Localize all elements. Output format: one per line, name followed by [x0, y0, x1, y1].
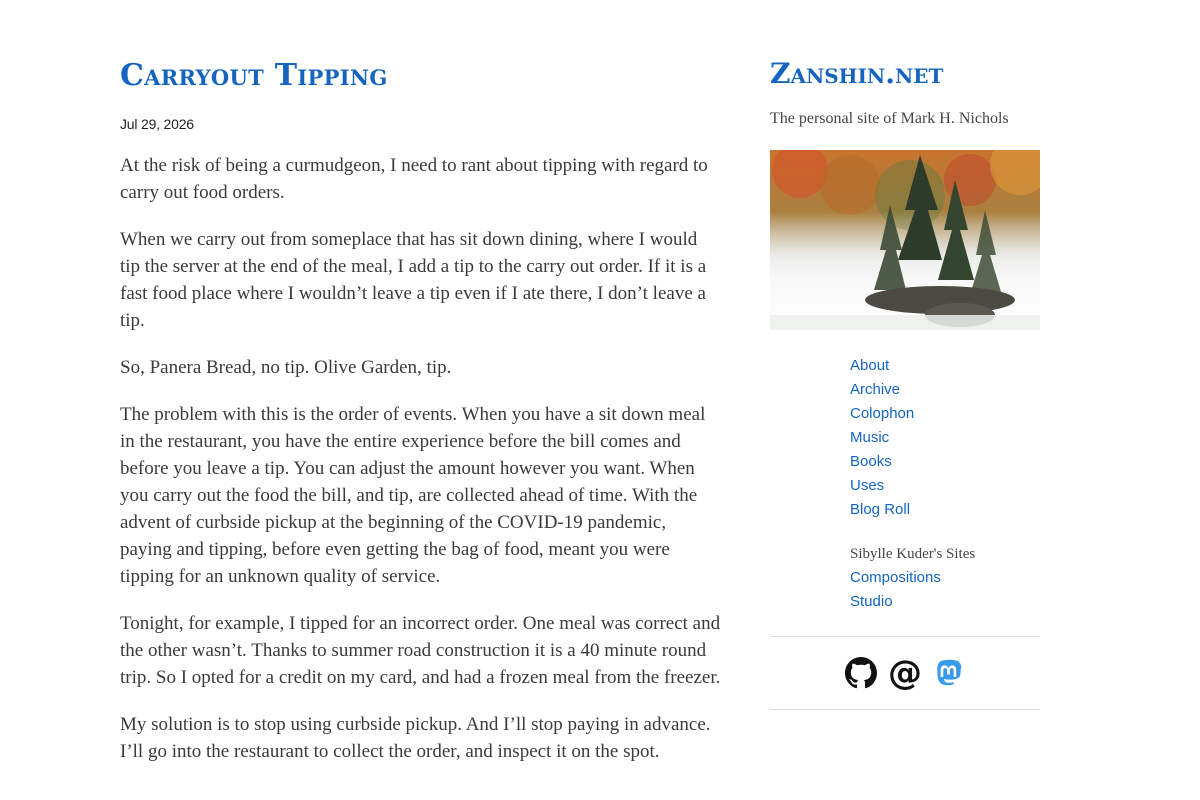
nav-link-blog-roll[interactable]: Blog Roll — [850, 501, 911, 518]
site-title-link[interactable]: Zanshin.net — [770, 57, 944, 90]
nav-link-music[interactable]: Music — [850, 429, 890, 446]
nav-link-books[interactable]: Books — [850, 453, 892, 470]
sidebar — [770, 56, 1040, 710]
social-links — [770, 636, 1040, 710]
site-tagline: The personal site of Mark H. Nichols — [770, 110, 1009, 127]
nav-link-archive[interactable]: Archive — [850, 381, 901, 398]
nav-link-studio[interactable]: Studio — [850, 593, 893, 610]
sub-nav-heading: Sibylle Kuder's Sites — [850, 546, 976, 562]
nav-link-uses[interactable]: Uses — [850, 477, 885, 494]
nav-link-compositions[interactable]: Compositions — [850, 569, 941, 586]
github-icon[interactable] — [844, 656, 878, 690]
post-paragraph: At the risk of being a curmudgeon, I need to rant about tipping with regard to carry out food orders. — [120, 155, 708, 203]
post-date: Jul 29, 2026 — [120, 116, 194, 132]
nav-link-about[interactable]: About — [850, 357, 890, 374]
email-at-icon[interactable] — [888, 656, 922, 690]
post-body — [120, 152, 722, 765]
post-paragraph: Tonight, for example, I tipped for an incorrect order. One meal was correct and the other wasn’t. Thanks to summer road construction it is a 40 minute round trip. So I opted for a credit on my card, and had a frozen meal from the freezer. — [120, 613, 721, 688]
post-paragraph: The problem with this is the order of events. When you have a sit down meal in the restaurant, you have the entire experience before the bill comes and before you leave a tip. You can adjust the amount however you want. When you carry out the food the bill, and tip, are collected ahead of time. With the advent of curbside pickup at the beginning of the COVID-19 pandemic, paying and tipping, before even getting the bag of food, meant you were tipping for an unknown quality of service. — [120, 404, 706, 587]
post-paragraph: When we carry out from someplace that has sit down dining, where I would tip the server at the end of the meal, I add a tip to the carry out order. If it is a fast food place where I wouldn’t leave a tip even if I ate there, I don’t leave a tip. — [120, 229, 707, 331]
nav-link-colophon[interactable]: Colophon — [850, 405, 915, 422]
post-paragraph: So, Panera Bread, no tip. Olive Garden, tip. — [120, 357, 452, 378]
mastodon-icon[interactable] — [932, 656, 966, 690]
main-content — [120, 58, 722, 785]
main-nav — [850, 354, 1040, 522]
sub-nav — [850, 566, 1040, 614]
post-title[interactable]: Carryout Tipping — [120, 58, 388, 93]
post-paragraph: My solution is to stop using curbside pickup. And I’ll stop paying in advance. I’ll go into the restaurant to collect the order, and inspect it on the spot. — [120, 714, 711, 762]
svg-text:@: @ — [888, 656, 922, 690]
header-photo — [770, 150, 1040, 330]
